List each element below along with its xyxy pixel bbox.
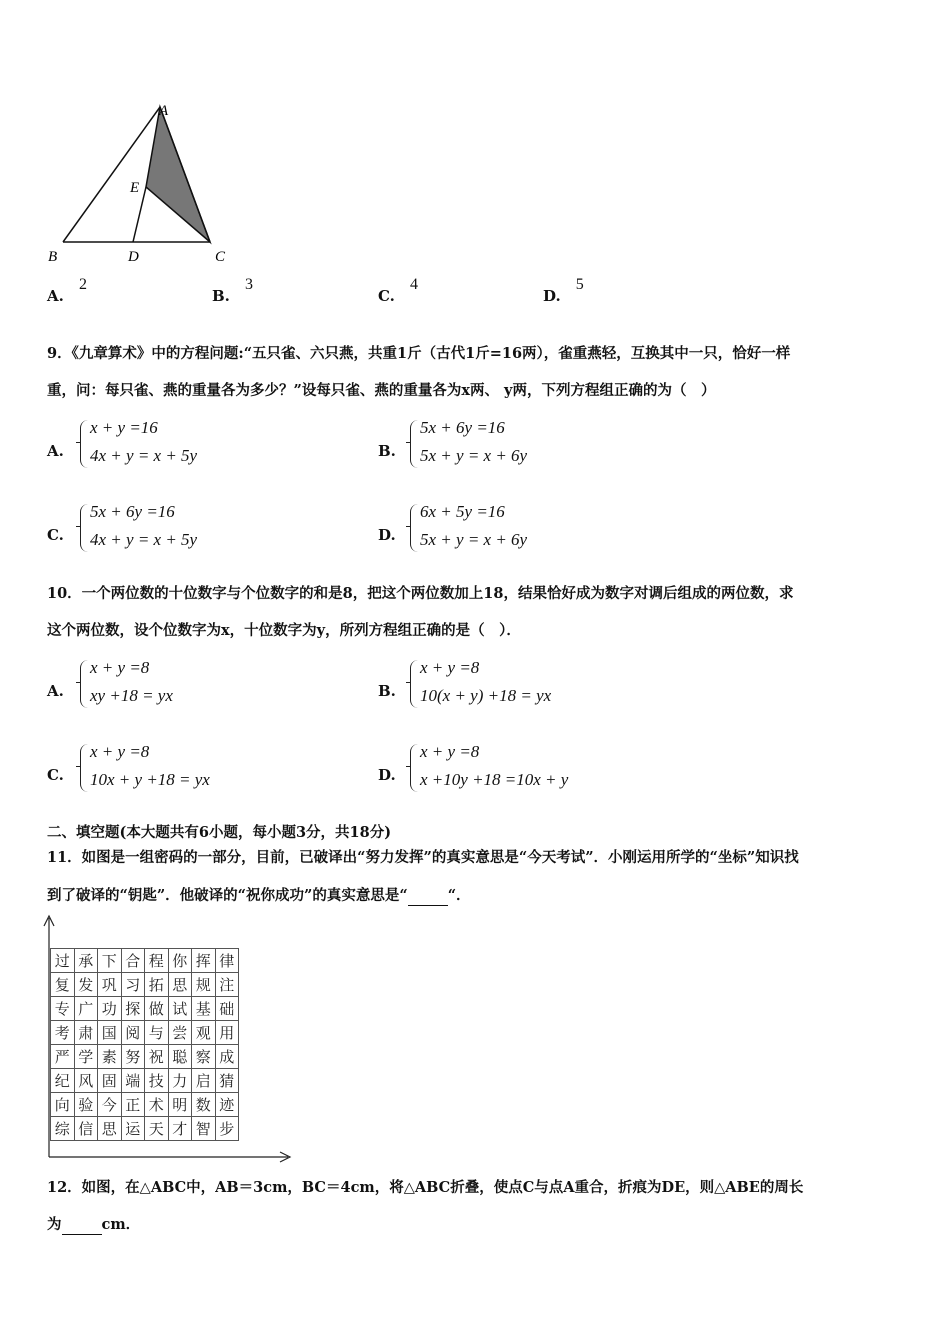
grid-cell: 肃 [74,1021,98,1045]
grid-cell: 程 [145,949,169,973]
label-E: E [130,180,140,196]
grid-cell: 数 [192,1093,216,1117]
grid-cell: 巩 [98,973,122,997]
q9-label-d[interactable]: D. [378,526,396,544]
grid-cell: 技 [145,1069,169,1093]
grid-cell: 功 [98,997,122,1021]
q12-line2-text: 为 [47,1216,62,1233]
equation-2: 5x + y = x + 6y [420,446,528,465]
grid-cell: 合 [121,949,145,973]
grid-cell: 验 [74,1093,98,1117]
grid-row [51,1093,239,1117]
grid-row [51,1069,239,1093]
grid-cell: 智 [192,1117,216,1141]
grid-cell: 做 [145,997,169,1021]
grid-cell: 祝 [145,1045,169,1069]
grid-cell: 力 [168,1069,192,1093]
grid-cell: 端 [121,1069,145,1093]
grid-cell: 你 [168,949,192,973]
brace [80,744,89,792]
grid-cell: 下 [98,949,122,973]
grid-cell: 察 [192,1045,216,1069]
equation-1: x + y =8 [420,658,480,677]
grid-row [51,997,239,1021]
q12-line1: 12．如图，在△ABC中，AB＝3cm，BC＝4cm，将△ABC折叠，使点C与点A重合，折痕为DE，则△ABE的周长 [47,1179,804,1196]
grid-cell: 与 [145,1021,169,1045]
q8-option-a[interactable] [47,276,87,306]
grid-row [51,1021,239,1045]
option-label: B. [212,287,230,305]
brace [80,504,89,552]
q10-line1: 10．一个两位数的十位数字与个位数字的和是8，把这个两位数加上18，结果恰好成为数字对调后组成的两位数，求 [47,585,794,602]
grid-cell: 学 [74,1045,98,1069]
grid-cell: 聪 [168,1045,192,1069]
option-value: 3 [245,276,253,293]
equation-1: x + y =8 [90,658,150,677]
grid-cell: 用 [215,1021,239,1045]
equation-2: 4x + y = x + 5y [90,446,198,465]
brace [80,420,89,468]
q12-line2 [47,1215,140,1235]
option-label: C. [378,287,395,305]
equation-1: 5x + 6y =16 [420,418,505,437]
grid-cell: 发 [74,973,98,997]
q10-label-c[interactable]: C. [47,766,64,784]
grid-cell: 严 [51,1045,75,1069]
brace [80,660,89,708]
q11-line2-end: “． [447,887,471,904]
brace [410,660,419,708]
grid-cell: 固 [98,1069,122,1093]
grid-cell: 正 [121,1093,145,1117]
answer-blank[interactable] [408,891,448,906]
q12-line2-end: cm． [101,1216,141,1233]
q10-label-d[interactable]: D. [378,766,396,784]
q9-line1: 9．《九章算术》中的方程问题:“五只雀、六只燕，共重1斤（古代1斤=16两），雀重燕轻，互换其中一只，恰好一样 [47,345,791,362]
grid-cell: 明 [168,1093,192,1117]
grid-cell: 拓 [145,973,169,997]
q10-label-a[interactable]: A. [47,682,64,700]
grid-cell: 素 [98,1045,122,1069]
grid-cell: 阅 [121,1021,145,1045]
grid-cell: 纪 [51,1069,75,1093]
option-value: 4 [410,276,418,293]
brace [410,504,419,552]
grid-cell: 国 [98,1021,122,1045]
grid-cell: 综 [51,1117,75,1141]
equation-1: 6x + 5y =16 [420,502,505,521]
label-A: A [159,103,169,119]
grid-cell: 基 [192,997,216,1021]
equation-1: x + y =8 [90,742,150,761]
q11-line2 [47,886,471,906]
grid-cell: 信 [74,1117,98,1141]
answer-blank[interactable] [62,1220,102,1235]
grid-cell: 运 [121,1117,145,1141]
grid-cell: 步 [215,1117,239,1141]
grid-cell: 思 [168,973,192,997]
q9-line2: 重，问：每只雀、燕的重量各为多少？”设每只雀、燕的重量各为x两、 y两，下列方程组正确的为（ ） [47,382,716,399]
grid-cell: 风 [74,1069,98,1093]
label-D: D [128,249,139,265]
grid-cell: 才 [168,1117,192,1141]
label-C: C [215,249,226,265]
brace [410,420,419,468]
section-title: 二、填空题(本大题共有6小题，每小题3分，共18分) [47,824,392,841]
grid-cell: 术 [145,1093,169,1117]
grid-cell: 注 [215,973,239,997]
q11-line2-text: 到了破译的“钥匙”．他破译的“祝你成功”的真实意思是“ [47,887,408,904]
grid-cell: 迹 [215,1093,239,1117]
grid-row [51,1045,239,1069]
grid-cell: 考 [51,1021,75,1045]
grid-cell: 努 [121,1045,145,1069]
grid-cell: 习 [121,973,145,997]
grid-cell: 律 [215,949,239,973]
grid-cell: 今 [98,1093,122,1117]
grid-cell: 观 [192,1021,216,1045]
equation-2: 4x + y = x + 5y [90,530,198,549]
brace [410,744,419,792]
q8-option-b[interactable] [212,276,253,306]
grid-cell: 专 [51,997,75,1021]
equation-1: 5x + 6y =16 [90,502,175,521]
q10-line2: 这个两位数，设个位数字为x，十位数字为y，所列方程组正确的是（ ）． [47,622,521,639]
option-value: 2 [78,276,87,293]
option-value: 5 [575,276,584,293]
equation-2: xy +18 = yx [90,686,173,705]
shaded-triangle [146,107,210,242]
grid-cell: 思 [98,1117,122,1141]
grid-cell: 挥 [192,949,216,973]
cipher-grid [50,948,239,1141]
grid-cell: 承 [74,949,98,973]
grid-cell: 试 [168,997,192,1021]
grid-row [51,973,239,997]
grid-cell: 广 [74,997,98,1021]
option-label: D. [543,287,561,305]
grid-cell: 成 [215,1045,239,1069]
q10-label-b[interactable]: B. [378,682,396,700]
grid-cell: 启 [192,1069,216,1093]
option-label: A. [47,287,64,305]
equation-2: 10x + y +18 = yx [90,770,210,789]
grid-cell: 向 [51,1093,75,1117]
grid-row [51,949,239,973]
equation-1: x + y =8 [420,742,480,761]
grid-cell: 规 [192,973,216,997]
grid-cell: 探 [121,997,145,1021]
q9-label-b[interactable]: B. [378,442,396,460]
equation-2: 5x + y = x + 6y [420,530,528,549]
triangle-figure [40,95,240,270]
q8-option-c[interactable] [378,276,418,306]
grid-cell: 复 [51,973,75,997]
label-B: B [48,249,58,265]
equation-2: 10(x + y) +18 = yx [420,686,552,705]
q8-option-d[interactable] [543,276,584,306]
equation-1: x + y =16 [90,418,158,437]
grid-cell: 猜 [215,1069,239,1093]
q9-label-a[interactable]: A. [47,442,64,460]
q11-line1: 11．如图是一组密码的一部分，目前，已破译出“努力发挥”的真实意思是“今天考试”．小刚运用所学的“坐标”知识找 [47,849,799,866]
equation-2: x +10y +18 =10x + y [420,770,569,789]
grid-cell: 过 [51,949,75,973]
grid-row [51,1117,239,1141]
q9-label-c[interactable]: C. [47,526,64,544]
grid-cell: 天 [145,1117,169,1141]
grid-cell: 尝 [168,1021,192,1045]
grid-cell: 础 [215,997,239,1021]
